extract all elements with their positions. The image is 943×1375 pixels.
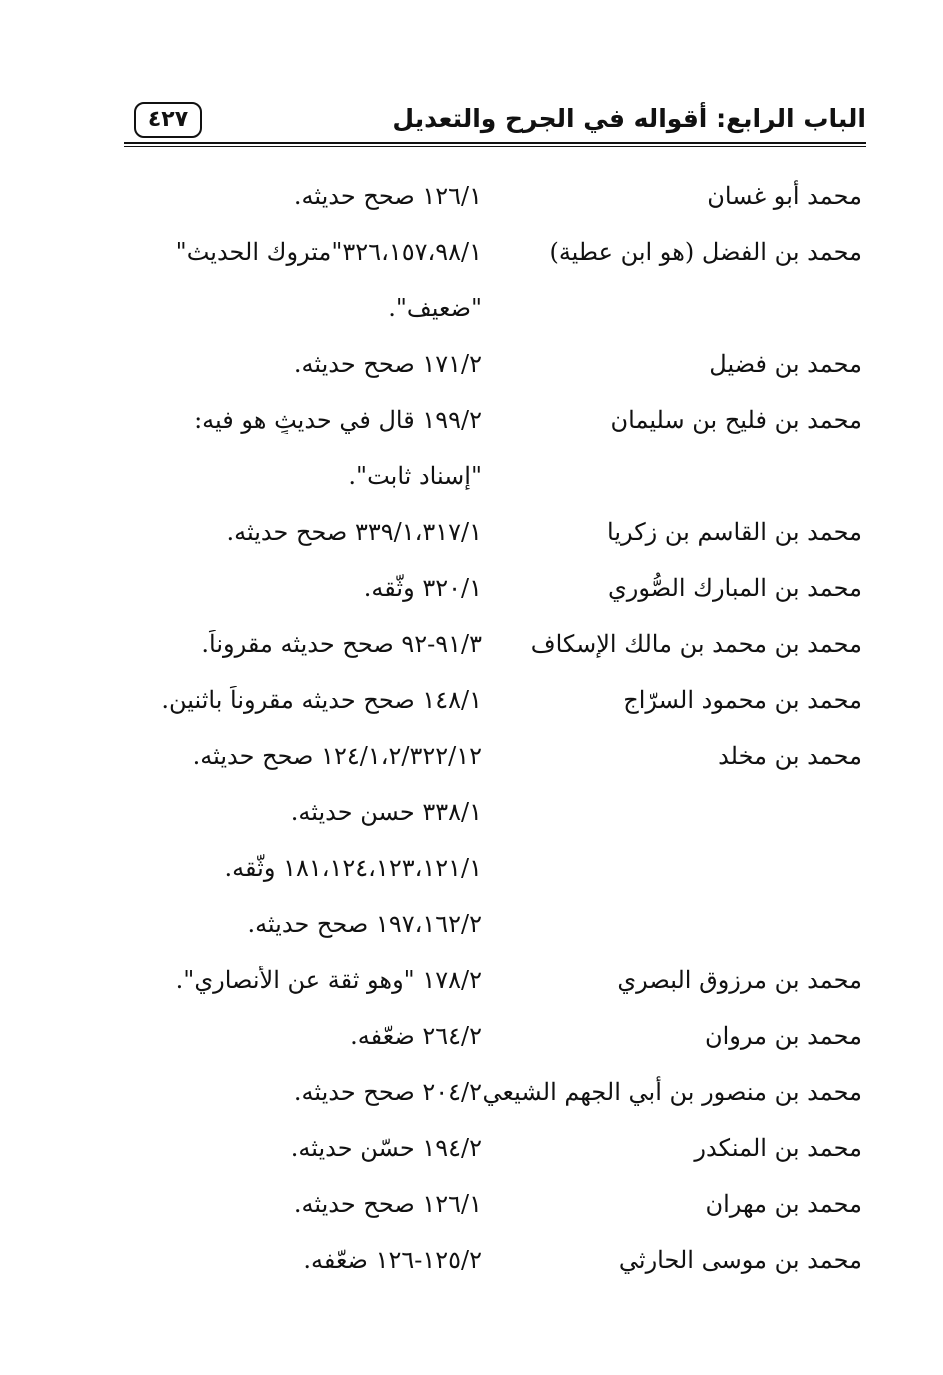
index-entry [120,1064,862,1120]
entry-reference: ١٩٤/٢ حسّن حديثه. [290,1134,482,1162]
entry-reference: ٣٢٦،١٥٧،٩٨/١"متروك الحديث" [175,238,482,266]
narrator-name: محمد بن موسى الحارثي [618,1246,862,1274]
narrator-name: محمد بن محمد بن مالك الإسكاف [530,630,862,658]
index-entry [120,1176,862,1232]
entry-reference: ١٢٥/٢-١٢٦ ضعّفه. [303,1246,482,1274]
entry-reference: ١٨١،١٢٤،١٢٣،١٢١/١ وثّقه. [224,854,482,882]
index-entry [120,1008,862,1064]
narrator-name: محمد بن المنكدر [694,1134,862,1162]
narrator-name: محمد بن محمود السرّاج [623,686,862,714]
entry-reference: ٣٣٩/١،٣١٧/١ صحح حديثه. [226,518,482,546]
entry-reference: ٢٦٤/٢ ضعّفه. [350,1022,482,1050]
index-entry [120,784,862,840]
chapter-title: الباب الرابع: أقواله في الجرح والتعديل [392,104,866,133]
entry-reference: ٣٢٠/١ وثّقه. [363,574,482,602]
narrator-name: محمد بن فليح بن سليمان [610,406,862,434]
index-entry [120,840,862,896]
header-rule-thin [124,146,866,147]
index-entry [120,448,862,504]
index-entry [120,504,862,560]
page-number-badge: ٤٢٧ [134,102,202,138]
index-entry [120,168,862,224]
index-entry [120,392,862,448]
entry-reference: "ضعيف". [388,294,482,322]
entry-reference: ١٢٤/١،٢/٣٢٢/١٢ صحح حديثه. [192,742,482,770]
narrator-name: محمد بن القاسم بن زكريا [607,518,862,546]
entry-reference: ١٩٧،١٦٢/٢ صحح حديثه. [247,910,482,938]
entry-reference: ١٢٦/١ صحح حديثه. [293,1190,482,1218]
narrator-name: محمد بن الفضل (هو ابن عطية) [549,238,862,266]
entry-reference: ٩١/٣-٩٢ صحح حديثه مقروناً. [201,630,482,658]
entry-reference: ٣٣٨/١ حسن حديثه. [290,798,482,826]
index-entry [120,672,862,728]
entry-reference: ١٢٦/١ صحح حديثه. [293,182,482,210]
narrator-name: محمد بن المبارك الصُّوري [607,574,862,602]
entry-reference: ١٩٩/٢ قال في حديثٍ هو فيه: [194,406,482,434]
narrator-name: محمد بن منصور بن أبي الجهم الشيعي [482,1078,862,1106]
entry-reference: "إسناد ثابت". [348,462,482,490]
narrator-name: محمد بن مخلد [718,742,862,770]
header-rule [124,142,866,144]
entry-reference: ١٧٨/٢ "وهو ثقة عن الأنصاري". [175,966,482,994]
entry-reference: ٢٠٤/٢ صحح حديثه. [293,1078,482,1106]
index-entry [120,1120,862,1176]
narrator-name: محمد بن مروان [704,1022,862,1050]
page-header [124,96,866,148]
index-entry [120,952,862,1008]
index-entry [120,1232,862,1288]
index-entry [120,336,862,392]
index-entry [120,224,862,280]
index-entry [120,896,862,952]
entry-reference: ١٤٨/١ صحح حديثه مقروناً باثنين. [161,686,482,714]
index-entry [120,280,862,336]
narrator-name: محمد بن مهران [705,1190,862,1218]
index-entries [120,168,862,1288]
index-entry [120,560,862,616]
narrator-name: محمد أبو غسان [707,182,862,210]
index-entry [120,728,862,784]
index-entry [120,616,862,672]
narrator-name: محمد بن مرزوق البصري [617,966,862,994]
entry-reference: ١٧١/٢ صحح حديثه. [293,350,482,378]
narrator-name: محمد بن فضيل [709,350,862,378]
